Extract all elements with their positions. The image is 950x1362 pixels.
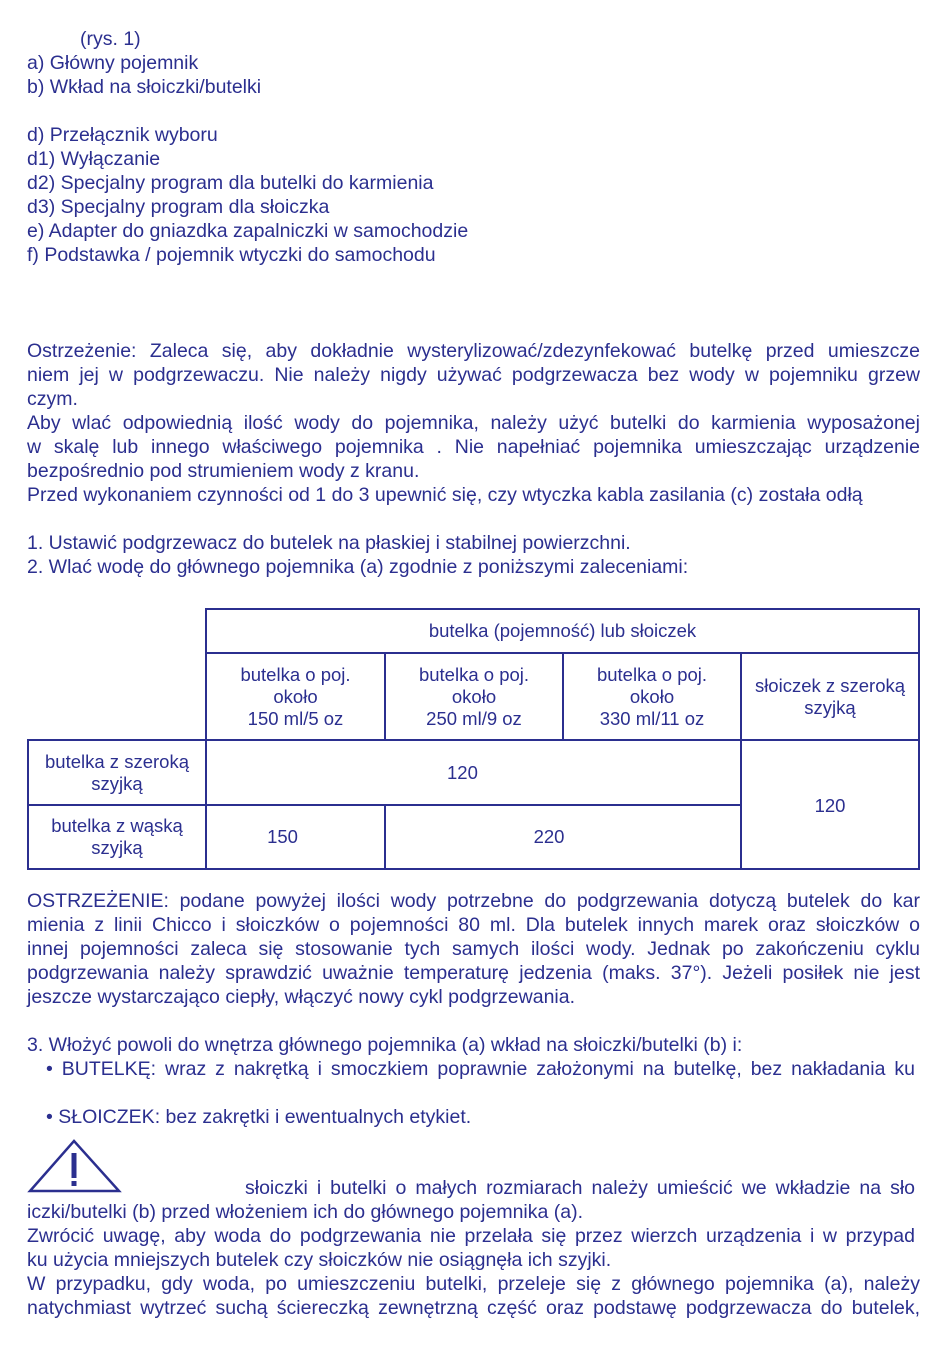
warning1-line: Przed wykonaniem czynności od 1 do 3 upewnić się, czy wtyczka kabla zasilania (c) została odłą (27, 484, 863, 506)
legend-item-d1: d1) Wyłączanie (27, 148, 161, 170)
caution-line: słoiczki i butelki o małych rozmiarach należy umieścić we wkładzie na sło (245, 1177, 915, 1199)
table-header-text: szyjką (804, 696, 856, 718)
bullet-jar: • SŁOICZEK: bez zakrętki i ewentualnych etykiet. (46, 1106, 472, 1128)
table-header-text: słoiczek z szeroką (754, 674, 906, 696)
step-2: 2. Wlać wodę do głównego pojemnika (a) zgodnie z poniższymi zaleceniami: (27, 556, 689, 578)
table-header-text: 250 ml/9 oz (426, 707, 522, 729)
legend-item-d2: d2) Specjalny program dla butelki do karmienia (27, 172, 434, 194)
table-header-text: butelka o poj. (596, 663, 708, 685)
table-header-jar (742, 654, 918, 739)
caution-line: ku użycia mniejszych butelek czy słoiczków nie osiągnęła ich szyjki. (27, 1249, 612, 1271)
caution-line: natychmiast wytrzeć suchą ściereczką zewnętrzną część oraz podstawę podgrzewacza do butelek, (27, 1297, 920, 1319)
table-row-label-text: szyjką (91, 772, 143, 794)
table-row-label-text: butelka z szeroką (45, 750, 189, 772)
legend-item-d3: d3) Specjalny program dla słoiczka (27, 196, 330, 218)
legend-item-a: a) Główny pojemnik (27, 52, 199, 74)
table-header-text: 150 ml/5 oz (247, 707, 344, 729)
warning2-line: OSTRZEŻENIE: podane powyżej ilości wody potrzebne do podgrzewania dotyczą butelek do kar (27, 890, 920, 912)
warning1-line: niem jej w podgrzewaczu. Nie należy nigdy używać podgrzewacza bez wody w pojemniku grzew (27, 364, 920, 386)
bullet-bottle: • BUTELKĘ: wraz z nakrętką i smoczkiem poprawnie założonymi na butelkę, bez nakładania ku (46, 1058, 915, 1080)
table-row-label-text: butelka z wąską (51, 815, 183, 836)
table-header-text: około (451, 685, 497, 707)
table-header-text: butelka o poj. (418, 663, 530, 685)
warning1-line: Ostrzeżenie: Zaleca się, aby dokładnie wysterylizować/zdezynfekować butelkę przed umieszcze (27, 340, 920, 362)
table-header-250ml (386, 654, 562, 739)
caution-line: W przypadku, gdy woda, po umieszczeniu butelki, przeleje się z głównego pojemnika (a), należy (27, 1273, 920, 1295)
table-value-narrow-rest: 220 (533, 826, 565, 847)
warning1-line: w skalę lub innego właściwego pojemnika . Nie napełniać pojemnika umieszczając urządzenie (27, 436, 920, 458)
table-value-jar: 120 (814, 794, 846, 816)
warning1-line: Aby wlać odpowiednią ilość wody do pojemnika, należy użyć butelki do karmienia wyposażonej (27, 412, 920, 434)
table-header-capacity: butelka (pojemność) lub słoiczek (428, 620, 697, 641)
table-header-text: butelka o poj. (240, 663, 351, 685)
legend-item-f: f) Podstawka / pojemnik wtyczki do samochodu (27, 244, 436, 266)
warning2-line: innej pojemności zaleca się stosowanie tych samych ilości wody. Jednak po zakończeniu cyklu (27, 938, 920, 960)
warning1-line: bezpośrednio pod strumieniem wody z kranu. (27, 460, 420, 482)
table-value-narrow-150: 150 (267, 826, 298, 847)
warning1-line: czym. (27, 388, 78, 410)
warning-triangle-icon (27, 1138, 122, 1194)
table-value-wide-neck: 120 (447, 761, 478, 783)
table-header-150ml (207, 654, 384, 739)
caution-line: iczki/butelki (b) przed włożeniem ich do głównego pojemnika (a). (27, 1201, 584, 1223)
table-header-text: 330 ml/11 oz (599, 707, 705, 729)
legend-item-d: d) Przełącznik wyboru (27, 124, 218, 146)
table-row-label-narrow-neck (29, 806, 205, 868)
caution-line: Zwrócić uwagę, aby woda do podgrzewania nie przelała się przez wierzch urządzenia i w przypad (27, 1225, 915, 1247)
step-1: 1. Ustawić podgrzewacz do butelek na płaskiej i stabilnej powierzchni. (27, 532, 631, 554)
figure-reference: (rys. 1) (80, 28, 141, 50)
legend-item-b: b) Wkład na słoiczki/butelki (27, 76, 262, 98)
warning2-line: podgrzewania należy sprawdzić uważnie temperaturę jedzenia (maks. 37°). Jeżeli posiłek nie jest (27, 962, 920, 984)
table-row-label-text: szyjką (91, 837, 143, 858)
table-header-text: około (273, 685, 318, 707)
table-header-330ml (564, 654, 740, 739)
warning2-line: mienia z linii Chicco i słoiczków o pojemności 80 ml. Dla butelek innych marek oraz słoiczków o (27, 914, 920, 936)
legend-item-e: e) Adapter do gniazdka zapalniczki w samochodzie (27, 220, 469, 242)
step-3: 3. Włożyć powoli do wnętrza głównego pojemnika (a) wkład na słoiczki/butelki (b) i: (27, 1034, 743, 1056)
warning2-line: jeszcze wystarczająco ciepły, włączyć nowy cykl podgrzewania. (27, 986, 576, 1008)
table-row-label-wide-neck (29, 741, 205, 804)
table-header-text: około (629, 685, 675, 707)
